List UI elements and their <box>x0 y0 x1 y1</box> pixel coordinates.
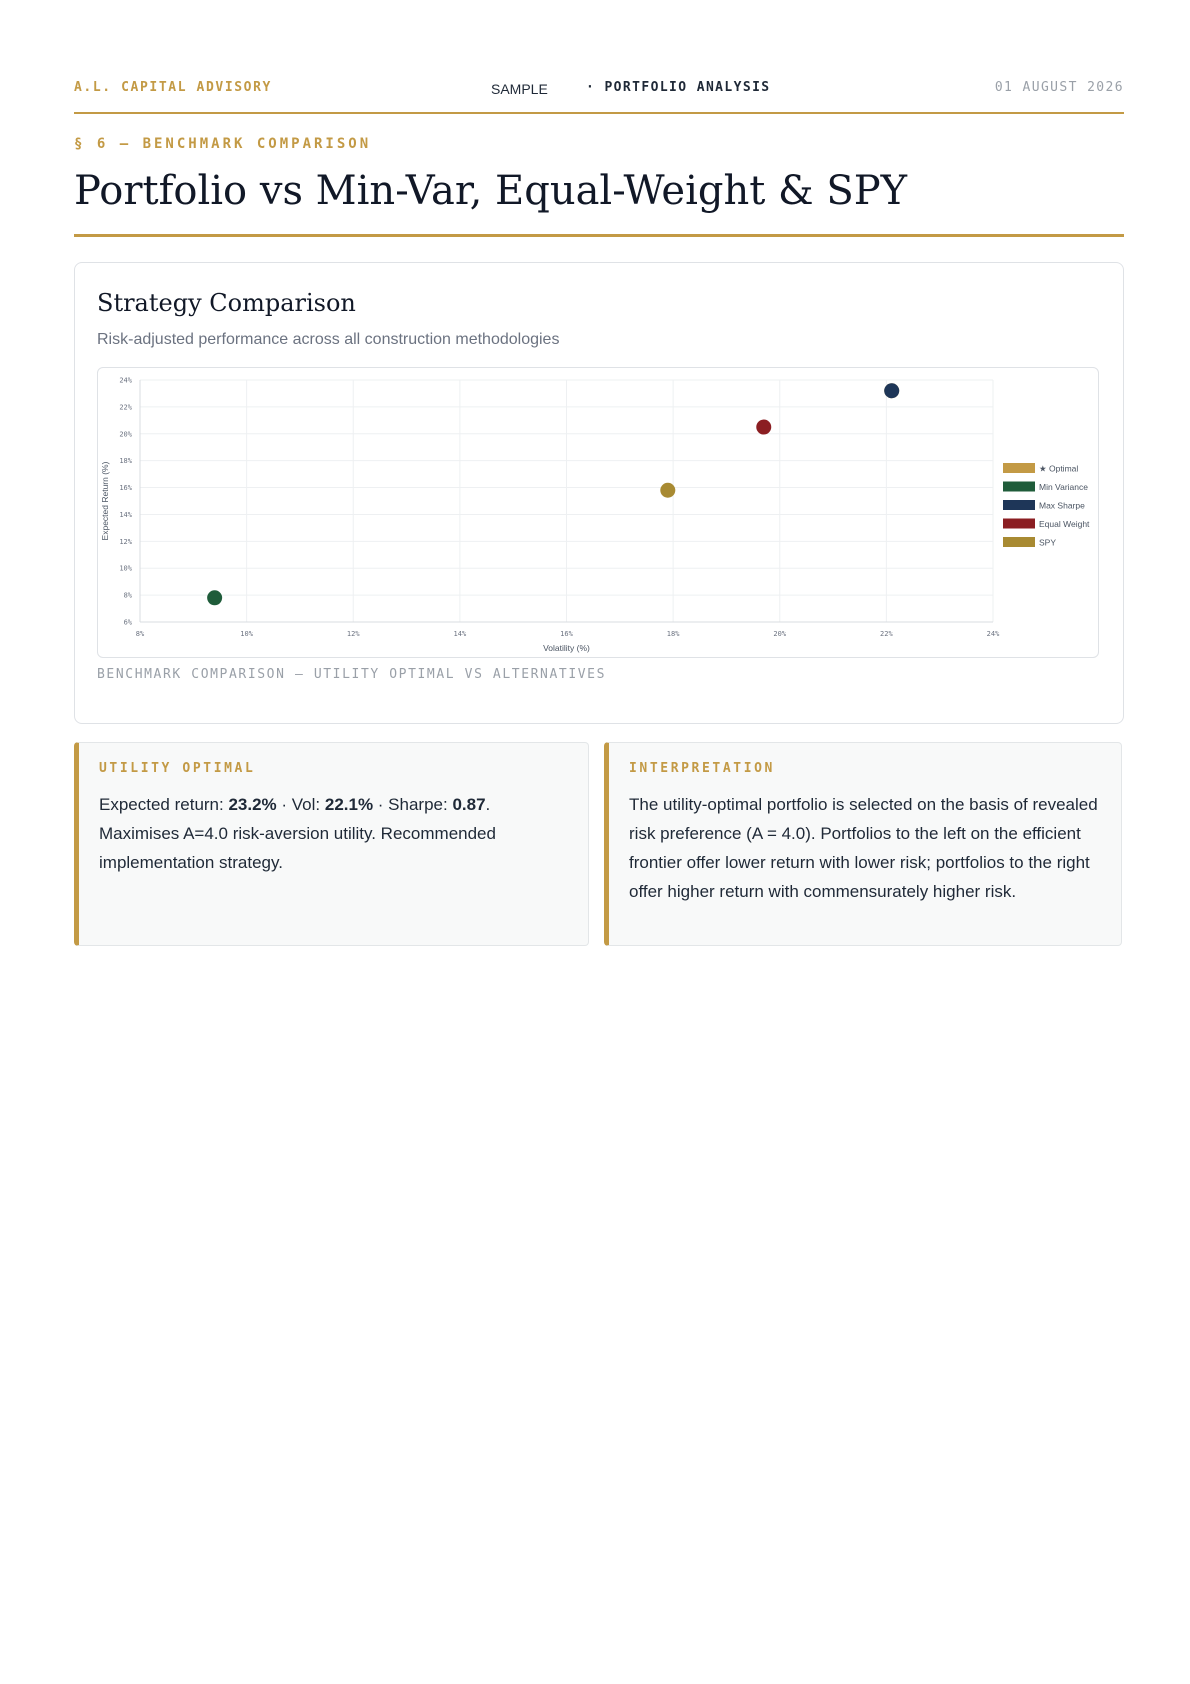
sharpe-value: 0.87 <box>452 795 486 814</box>
chart-container <box>97 367 1099 658</box>
data-point <box>756 420 771 435</box>
y-tick-label: 18% <box>119 457 132 466</box>
legend-label: Equal Weight <box>1039 519 1090 529</box>
legend-swatch <box>1003 519 1035 529</box>
utility-optimal-note <box>74 742 589 946</box>
card-subtitle: Risk-adjusted performance across all construction methodologies <box>97 331 560 348</box>
sample-label: SAMPLE <box>491 81 548 97</box>
y-tick-label: 24% <box>119 376 132 385</box>
y-tick-label: 20% <box>119 430 132 439</box>
y-tick-label: 16% <box>119 484 132 493</box>
legend-label: Min Variance <box>1039 482 1088 492</box>
chart-caption: BENCHMARK COMPARISON — UTILITY OPTIMAL VS ALTERNATIVES <box>97 667 607 682</box>
section-kicker: § 6 — BENCHMARK COMPARISON <box>74 136 372 152</box>
note-body: The utility-optimal portfolio is selected on the basis of revealed risk preference (A = 4.0). Portfolios to the left on the efficient frontier offer lower return with lower risk; portfolios to the right offer higher return with commensurately higher risk. <box>629 795 1098 901</box>
y-tick-label: 6% <box>123 618 132 627</box>
legend-label: Max Sharpe <box>1039 500 1085 511</box>
x-tick-label: 16% <box>560 630 573 638</box>
note-heading: UTILITY OPTIMAL <box>99 761 256 776</box>
vol-value: 22.1% <box>324 795 374 814</box>
note-tail: . Maximises A=4.0 risk-aversion utility. Recommended implementation strategy. <box>99 795 496 872</box>
x-tick-label: 24% <box>986 630 1000 638</box>
legend-label: ★ Optimal <box>1039 463 1079 474</box>
note-heading: INTERPRETATION <box>629 761 775 776</box>
y-tick-label: 10% <box>119 564 132 573</box>
legend-swatch <box>1003 482 1035 492</box>
firm-name: A.L. CAPITAL ADVISORY <box>74 80 272 95</box>
data-point <box>884 383 899 398</box>
interpretation-note <box>604 742 1122 946</box>
x-tick-label: 8% <box>135 630 145 638</box>
data-point <box>207 590 222 605</box>
x-tick-label: 20% <box>773 630 787 638</box>
x-tick-label: 10% <box>240 630 253 638</box>
document-title: · PORTFOLIO ANALYSIS <box>586 80 771 95</box>
y-tick-label: 14% <box>119 510 132 519</box>
legend-label: SPY <box>1039 537 1057 548</box>
card-title: Strategy Comparison <box>97 289 356 317</box>
document-date: 01 AUGUST 2026 <box>994 80 1124 95</box>
y-axis-title: Expected Return (%) <box>100 461 110 541</box>
legend-swatch <box>1003 463 1035 473</box>
page-header <box>74 80 1124 114</box>
note-body <box>99 790 568 877</box>
scatter-chart <box>98 368 1098 657</box>
y-tick-label: 8% <box>123 591 132 600</box>
x-axis-title: Volatility (%) <box>543 643 590 653</box>
x-tick-label: 14% <box>453 630 467 638</box>
page-title: Portfolio vs Min-Var, Equal-Weight & SPY <box>74 168 908 214</box>
x-tick-label: 18% <box>666 630 680 638</box>
return-value: 23.2% <box>228 795 277 814</box>
y-tick-label: 22% <box>119 403 132 412</box>
x-tick-label: 12% <box>346 630 360 638</box>
title-divider <box>74 234 1124 237</box>
return-label: Expected return: <box>99 795 229 814</box>
y-tick-label: 12% <box>119 537 132 546</box>
legend-swatch <box>1003 500 1035 510</box>
x-tick-label: 22% <box>880 630 893 638</box>
chart-card <box>74 262 1124 724</box>
data-point <box>660 483 675 498</box>
sharpe-label: · Sharpe: <box>373 795 453 814</box>
vol-label: · Vol: <box>276 795 325 814</box>
legend-swatch <box>1003 537 1035 547</box>
